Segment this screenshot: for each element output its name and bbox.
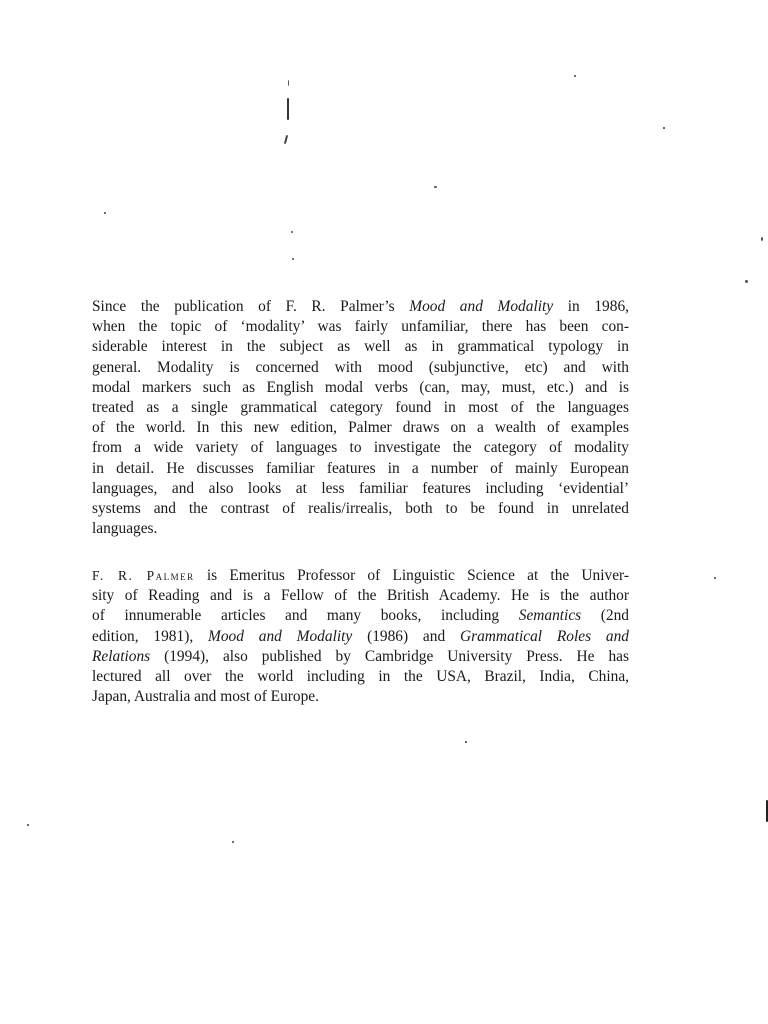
scan-speck <box>465 741 467 743</box>
text-line <box>92 499 629 519</box>
text-line <box>92 647 629 667</box>
scan-speck <box>104 212 106 214</box>
text-run: in 1986, <box>553 298 629 315</box>
italic-title: Grammatical Roles and <box>459 627 629 645</box>
text-line <box>92 297 629 317</box>
text-run: is Emeritus Professor of Linguistic Science at the Univer- <box>194 567 629 584</box>
text-run: (2nd <box>581 607 629 625</box>
description-paragraph <box>92 297 629 539</box>
scan-speck <box>232 841 234 843</box>
italic-title: Relations <box>92 647 151 665</box>
text-run: languages, and also looks at less familiar features including ‘evidential’ <box>92 479 629 497</box>
text-line <box>92 337 629 357</box>
scan-speck <box>287 98 289 120</box>
text-line <box>92 667 629 687</box>
text-run: treated as a single grammatical category found in most of the languages <box>92 398 629 416</box>
book-description <box>92 297 629 539</box>
text-line <box>92 438 629 458</box>
text-run: systems and the contrast of realis/irrealis, both to be found in unrelated <box>92 499 629 517</box>
text-line <box>92 479 629 499</box>
text-run: (1994), also published by Cambridge University Press. He has <box>150 647 629 665</box>
scan-speck <box>574 75 576 77</box>
text-line <box>92 398 629 418</box>
scan-speck <box>761 237 763 241</box>
text-run: lectured all over the world including in the USA, Brazil, India, China, <box>92 667 629 685</box>
text-line <box>92 358 629 378</box>
scan-speck <box>663 127 665 129</box>
text-run: siderable interest in the subject as well as in grammatical typology in <box>92 338 629 356</box>
text-line <box>92 687 629 707</box>
text-line <box>92 627 629 647</box>
scan-speck <box>745 280 748 283</box>
scan-speck <box>288 80 289 86</box>
text-run: from a wide variety of languages to investigate the category of modality <box>92 439 629 457</box>
text-line <box>92 606 629 626</box>
text-run: general. Modality is concerned with mood (subjunctive, etc) and with <box>92 358 629 376</box>
author-bio <box>92 566 629 707</box>
text-run: in detail. He discusses familiar features in a number of mainly European <box>92 459 629 477</box>
text-run: Since the publication of F. R. Palmer’s <box>92 298 410 315</box>
text-line <box>92 378 629 398</box>
text-run: sity of Reading and is a Fellow of the British Academy. He is the author <box>92 587 629 605</box>
scan-speck <box>292 258 294 260</box>
italic-title: Semantics <box>518 607 582 625</box>
text-line <box>92 317 629 337</box>
text-line <box>92 566 629 586</box>
text-line <box>92 586 629 606</box>
scan-speck <box>284 135 288 144</box>
text-line <box>92 459 629 479</box>
text-line <box>92 519 629 539</box>
text-run: edition, 1981), <box>92 627 209 645</box>
author-bio-paragraph <box>92 566 629 707</box>
italic-title: Mood and Modality <box>409 298 554 315</box>
scan-speck <box>434 186 437 188</box>
scan-speck <box>714 577 716 579</box>
text-line <box>92 418 629 438</box>
scan-speck <box>291 231 293 233</box>
text-run: of the world. In this new edition, Palmer draws on a wealth of examples <box>92 419 629 437</box>
text-run: (1986) and <box>352 627 460 645</box>
scan-speck <box>27 824 29 826</box>
text-run: of innumerable articles and many books, including <box>92 607 519 625</box>
italic-title: Mood and Modality <box>208 627 353 645</box>
text-run: modal markers such as English modal verbs (can, may, must, etc.) and is <box>92 378 629 396</box>
author-name: F. R. Palmer <box>92 568 195 583</box>
text-run: languages. <box>92 520 158 538</box>
text-run: when the topic of ‘modality’ was fairly unfamiliar, there has been con- <box>92 318 629 336</box>
text-run: Japan, Australia and most of Europe. <box>92 688 319 706</box>
